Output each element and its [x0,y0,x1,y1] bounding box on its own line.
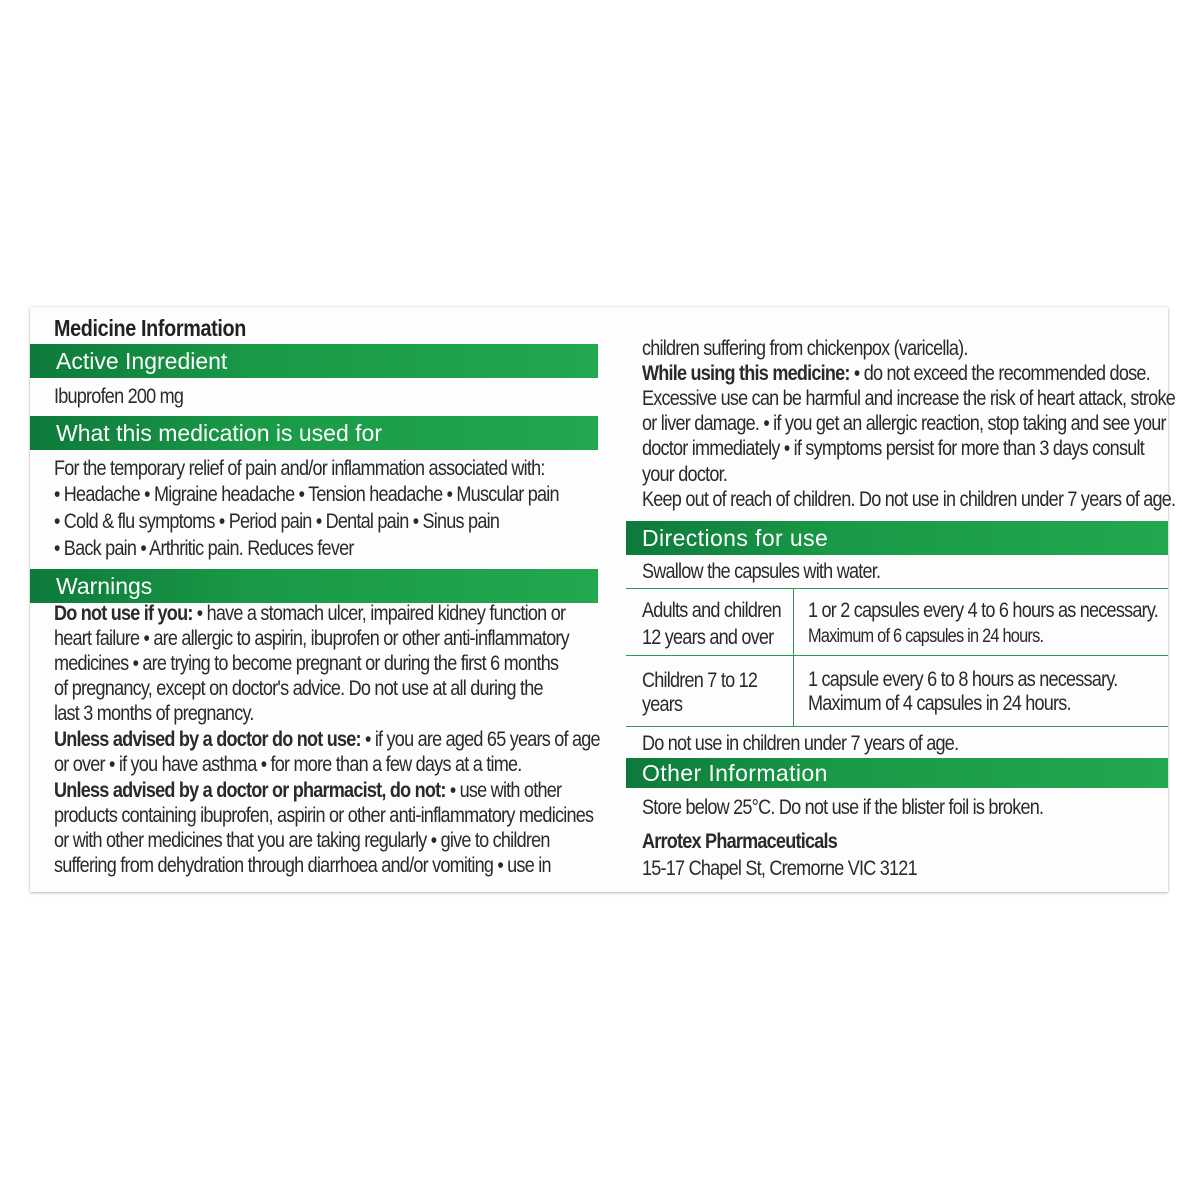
warnings-line: products containing ibuprofen, aspirin or other anti-inflammatory medicines [54,804,594,827]
usage-line: • Cold & flu symptoms • Period pain • Dental pain • Sinus pain [54,510,500,533]
warnings-line: medicines • are trying to become pregnant or during the first 6 months [54,652,559,675]
warnings-continued-line: doctor immediately • if symptoms persist for more than 3 days consult [642,437,1144,460]
usage-band [30,416,598,450]
warnings-continued-line: or liver damage. • if you get an allergic reaction, stop taking and see your [642,412,1166,435]
dose-max-text: Maximum of 4 capsules in 24 hours. [808,692,1071,715]
company-address: 15-17 Chapel St, Cremorne VIC 3121 [642,857,917,880]
other-information-band [626,758,1168,788]
dose-text: 1 capsule every 6 to 8 hours as necessary. [808,668,1118,691]
warnings-continued-line: Excessive use can be harmful and increase the risk of heart attack, stroke [642,387,1175,410]
directions-heading: Directions for use [642,525,829,551]
warnings-line: heart failure • are allergic to aspirin, ibuprofen or other anti-inflammatory [54,627,569,650]
warnings-continued-line [642,361,1150,386]
warnings-line [54,601,565,626]
warnings-continued-line: Keep out of reach of children. Do not use in children under 7 years of age. [642,488,1176,511]
directions-intro: Swallow the capsules with water. [642,560,881,583]
warnings-text: • use with other [445,779,562,802]
age-group-label: years [642,693,683,716]
warnings-text: • have a stomach ulcer, impaired kidney function or [192,602,566,625]
warnings-line: or over • if you have asthma • for more than a few days at a time. [54,753,522,776]
company-name: Arrotex Pharmaceuticals [642,830,838,853]
active-ingredient-value: Ibuprofen 200 mg [54,385,184,408]
active-ingredient-heading: Active Ingredient [56,348,228,374]
usage-heading: What this medication is used for [56,420,382,446]
panel-title: Medicine Information [54,315,247,341]
warnings-continued-line: children suffering from chickenpox (varicella). [642,337,968,360]
usage-line: For the temporary relief of pain and/or inflammation associated with: [54,457,545,480]
dose-text: 1 or 2 capsules every 4 to 6 hours as necessary. [808,599,1159,622]
warnings-text: • do not exceed the recommended dose. [849,362,1150,385]
warnings-bold: Unless advised by a doctor or pharmacist, do not: [54,779,446,802]
warnings-line: of pregnancy, except on doctor's advice. Do not use at all during the [54,677,543,700]
warnings-bold: While using this medicine: [642,362,850,385]
age-group-label: 12 years and over [642,626,774,649]
medicine-information-panel [30,307,1176,892]
warnings-line: last 3 months of pregnancy. [54,702,254,725]
warnings-line: or with other medicines that you are taking regularly • give to children [54,829,550,852]
warnings-line [54,727,600,752]
other-information-heading: Other Information [642,760,828,786]
warnings-line: suffering from dehydration through diarrhoea and/or vomiting • use in [54,854,551,877]
usage-line: • Headache • Migraine headache • Tension headache • Muscular pain [54,483,559,506]
directions-footer: Do not use in children under 7 years of age. [642,732,959,755]
table-row [626,589,1168,656]
storage-text: Store below 25°C. Do not use if the blister foil is broken. [642,796,1044,819]
warnings-band [30,569,598,603]
warnings-text: • if you are aged 65 years of age [360,728,600,751]
warnings-bold: Unless advised by a doctor do not use: [54,728,361,751]
warnings-line [54,778,561,803]
directions-band [626,521,1168,555]
warnings-bold: Do not use if you: [54,602,193,625]
table-row [626,656,1168,727]
active-ingredient-band [30,344,598,378]
dose-max-text: Maximum of 6 capsules in 24 hours. [808,626,1044,647]
usage-line: • Back pain • Arthritic pain. Reduces fever [54,537,354,560]
warnings-heading: Warnings [56,573,153,599]
age-group-label: Children 7 to 12 [642,669,758,692]
age-group-label: Adults and children [642,599,781,622]
dosage-table [626,588,1168,726]
warnings-continued-line: your doctor. [642,463,728,486]
